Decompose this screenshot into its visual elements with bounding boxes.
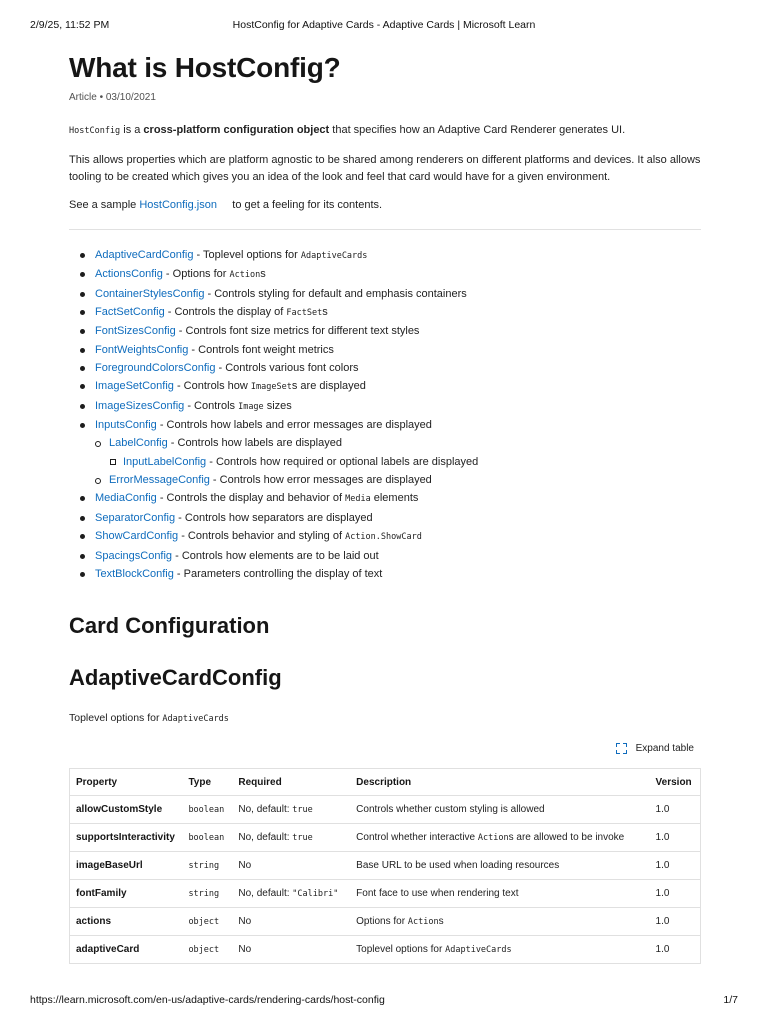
- list-item: [69, 359, 701, 377]
- list-item: [69, 547, 701, 565]
- description-code: Action: [407, 917, 439, 927]
- config-link[interactable]: ShowCardConfig: [95, 530, 179, 543]
- required-cell: [232, 880, 350, 908]
- config-link[interactable]: SpacingsConfig: [95, 549, 173, 562]
- list-item: [69, 303, 701, 322]
- description-suffix: s are allowed to be invoke: [508, 832, 625, 843]
- type-code: object: [188, 917, 220, 927]
- config-desc: - Parameters controlling the display of text: [173, 567, 383, 580]
- config-desc: - Controls how labels are displayed: [167, 437, 342, 450]
- required-cell: [232, 824, 350, 852]
- intro-text: Toplevel options for: [69, 712, 163, 725]
- list-item: [69, 416, 701, 434]
- table-header-row: [70, 769, 701, 796]
- config-code: Action: [229, 270, 261, 281]
- version-cell: 1.0: [650, 880, 701, 908]
- print-page-number: 1/7: [723, 994, 738, 1006]
- description-cell: [350, 796, 649, 824]
- config-desc: - Controls how: [173, 380, 251, 393]
- card-configuration-heading: Card Configuration: [69, 613, 270, 639]
- config-link[interactable]: FontSizesConfig: [95, 325, 176, 338]
- config-desc: - Controls the display of: [164, 306, 287, 319]
- sample-after: to get a feeling for its contents.: [216, 199, 383, 211]
- config-suffix: s are displayed: [291, 380, 366, 393]
- config-suffix: s: [260, 268, 266, 281]
- config-link[interactable]: ForegroundColorsConfig: [95, 362, 216, 375]
- description-cell: [350, 908, 649, 936]
- version-cell: 1.0: [650, 824, 701, 852]
- column-header: Type: [182, 769, 232, 796]
- config-desc: - Controls how error messages are displayed: [209, 474, 432, 487]
- config-link[interactable]: TextBlockConfig: [95, 567, 174, 580]
- required-text: No: [238, 944, 252, 955]
- type-cell: [182, 936, 232, 964]
- column-header: Description: [350, 769, 649, 796]
- config-list: [69, 246, 701, 583]
- list-item: [69, 509, 701, 527]
- intro-rest: that specifies how an Adaptive Card Renderer generates UI.: [329, 124, 626, 136]
- print-url: https://learn.microsoft.com/en-us/adaptive-cards/rendering-cards/host-config: [30, 994, 385, 1006]
- property-cell: adaptiveCard: [76, 944, 140, 955]
- article-meta: [69, 91, 701, 105]
- column-header: Property: [70, 769, 183, 796]
- intro-bold: cross-platform configuration object: [143, 124, 330, 136]
- config-desc: - Controls font weight metrics: [188, 343, 334, 356]
- version-cell: 1.0: [650, 796, 701, 824]
- required-code: "Calibri": [292, 889, 339, 899]
- config-code: Action.ShowCard: [345, 532, 422, 543]
- required-code: true: [292, 805, 313, 815]
- table-row: [70, 824, 701, 852]
- property-cell: imageBaseUrl: [70, 852, 183, 880]
- list-item: [69, 341, 701, 359]
- sample-before: See a sample: [69, 199, 140, 211]
- expand-table-label: Expand table: [635, 743, 694, 754]
- expand-table-button[interactable]: [616, 743, 694, 754]
- config-suffix: elements: [370, 492, 419, 505]
- print-header: [30, 19, 738, 33]
- config-code: FactSet: [286, 308, 323, 319]
- version-cell: 1.0: [650, 908, 701, 936]
- type-code: boolean: [188, 805, 225, 815]
- expand-icon: [616, 743, 627, 754]
- list-item: [69, 377, 701, 396]
- description-code: Action: [477, 833, 509, 843]
- list-item: [69, 453, 701, 471]
- config-link[interactable]: FactSetConfig: [95, 306, 165, 319]
- print-footer: [30, 994, 738, 1008]
- table-row: [70, 908, 701, 936]
- list-item: [69, 397, 701, 416]
- article-content: [69, 50, 701, 955]
- description-text: Controls whether custom styling is allowed: [356, 804, 545, 815]
- description-text: Base URL to be used when loading resources: [356, 860, 560, 871]
- type-code: object: [188, 945, 220, 955]
- type-code: string: [188, 861, 220, 871]
- config-desc: - Controls how elements are to be laid out: [172, 549, 379, 562]
- config-desc: - Controls behavior and styling of: [178, 530, 346, 543]
- config-link[interactable]: SeparatorConfig: [95, 511, 176, 524]
- adaptivecardconfig-intro: [69, 710, 701, 728]
- required-code: true: [292, 833, 313, 843]
- list-item: [69, 471, 701, 489]
- config-desc: - Controls how separators are displayed: [175, 511, 373, 524]
- type-cell: [182, 796, 232, 824]
- config-suffix: sizes: [263, 399, 292, 412]
- config-link[interactable]: MediaConfig: [95, 492, 157, 505]
- required-text: No: [238, 860, 252, 871]
- list-item: [69, 246, 701, 265]
- property-cell: actions: [70, 908, 183, 936]
- list-item: [69, 322, 701, 340]
- config-desc: - Controls how labels and error messages are displayed: [156, 419, 432, 432]
- intro-paragraph: [69, 122, 701, 140]
- description-text: Options for: [356, 916, 408, 927]
- description-code: AdaptiveCards: [445, 945, 512, 955]
- config-link[interactable]: ImageSizesConfig: [95, 399, 185, 412]
- column-header: Required: [232, 769, 350, 796]
- required-cell: [232, 908, 350, 936]
- config-code: Image: [238, 401, 264, 412]
- adaptivecardconfig-heading: AdaptiveCardConfig: [69, 665, 282, 691]
- config-link[interactable]: ImageSetConfig: [95, 380, 174, 393]
- sample-paragraph: [69, 197, 701, 214]
- list-item: [69, 434, 701, 452]
- config-link[interactable]: InputLabelConfig: [123, 455, 207, 468]
- property-cell: fontFamily: [70, 880, 183, 908]
- description-text: Font face to use when rendering text: [356, 888, 519, 899]
- config-code: Media: [345, 494, 371, 505]
- description-cell: [350, 880, 649, 908]
- list-item: [69, 527, 701, 546]
- hostconfig-code: HostConfig: [69, 126, 121, 136]
- config-desc: - Options for: [162, 268, 230, 281]
- table-row: [70, 936, 701, 964]
- version-cell: 1.0: [655, 944, 670, 955]
- config-link[interactable]: AdaptiveCardConfig: [95, 249, 194, 261]
- config-link[interactable]: ContainerStylesConfig: [95, 287, 205, 300]
- type-code: string: [188, 889, 220, 899]
- article-date: 03/10/2021: [105, 92, 156, 103]
- adaptivecardconfig-table: [69, 768, 701, 964]
- description-suffix: s: [438, 916, 444, 927]
- platform-paragraph: This allows properties which are platform agnostic to be shared among renderers on different platforms and devices. It also allows tooling to be created which gives you an idea of the look and feel that card would have for a given environment.: [69, 154, 701, 183]
- config-desc: - Controls font size metrics for different text styles: [175, 325, 420, 338]
- list-item: [69, 285, 701, 303]
- config-link[interactable]: FontWeightsConfig: [95, 343, 189, 356]
- config-link[interactable]: InputsConfig: [95, 419, 157, 432]
- required-cell: [232, 852, 350, 880]
- config-desc: - Controls the display and behavior of: [156, 492, 346, 505]
- hostconfig-json-link[interactable]: HostConfig.json: [139, 199, 217, 211]
- config-link[interactable]: ErrorMessageConfig: [109, 474, 210, 487]
- required-text: No: [238, 916, 252, 927]
- description-cell: [350, 936, 649, 964]
- type-cell: [182, 852, 232, 880]
- list-item: [69, 265, 701, 284]
- required-text: No, default:: [238, 804, 293, 815]
- property-cell: supportsInteractivity: [70, 824, 183, 852]
- page-title: What is HostConfig?: [69, 52, 341, 83]
- type-cell: [182, 880, 232, 908]
- description-cell: [350, 824, 649, 852]
- intro-is-a: is a: [120, 124, 144, 136]
- print-page-title: HostConfig for Adaptive Cards - Adaptive Cards | Microsoft Learn: [232, 19, 536, 31]
- divider: [69, 229, 701, 230]
- description-text: Toplevel options for: [356, 944, 446, 955]
- property-cell: allowCustomStyle: [70, 796, 183, 824]
- required-cell: [232, 796, 350, 824]
- description-text: Control whether interactive: [356, 832, 478, 843]
- list-item: [69, 489, 701, 508]
- type-code: boolean: [188, 833, 225, 843]
- config-desc: - Controls: [184, 399, 239, 412]
- table-row: [70, 852, 701, 880]
- config-code: AdaptiveCards: [300, 251, 368, 261]
- type-cell: [182, 908, 232, 936]
- required-cell: [232, 936, 350, 964]
- config-desc: - Toplevel options for: [193, 249, 301, 261]
- config-code: ImageSet: [250, 382, 292, 393]
- version-cell: 1.0: [650, 852, 701, 880]
- print-date: 2/9/25, 11:52 PM: [30, 19, 110, 31]
- config-link[interactable]: LabelConfig: [109, 437, 168, 450]
- table-row: [70, 880, 701, 908]
- config-desc: - Controls various font colors: [215, 362, 359, 375]
- list-item: [69, 565, 701, 583]
- config-link[interactable]: ActionsConfig: [95, 268, 163, 281]
- required-text: No, default:: [238, 832, 293, 843]
- meta-separator: •: [99, 92, 106, 103]
- column-header: Version: [650, 769, 701, 796]
- intro-code: AdaptiveCards: [162, 714, 229, 725]
- required-text: No, default:: [238, 888, 293, 899]
- article-type: Article: [69, 92, 97, 103]
- type-cell: [182, 824, 232, 852]
- config-suffix: s: [322, 306, 328, 319]
- config-desc: - Controls styling for default and emphasis containers: [204, 287, 467, 300]
- table-row: [70, 796, 701, 824]
- description-cell: [350, 852, 649, 880]
- config-desc: - Controls how required or optional labels are displayed: [206, 455, 479, 468]
